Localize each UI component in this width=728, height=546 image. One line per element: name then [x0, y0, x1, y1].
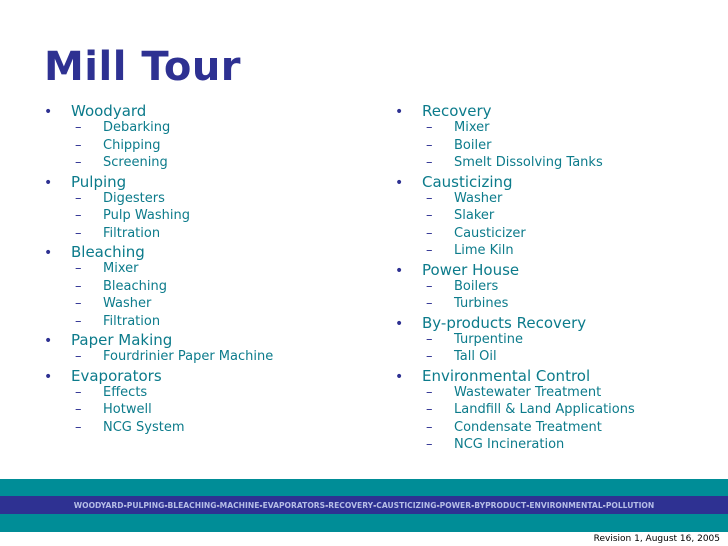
- revision-note: Revision 1, August 16, 2005: [593, 534, 720, 544]
- bullet-icon: •: [44, 245, 53, 261]
- topic-label: Environmental Control: [422, 366, 591, 385]
- topic-label: Causticizing: [422, 172, 513, 191]
- sub-item: [395, 191, 725, 209]
- bullet-icon: •: [44, 333, 53, 349]
- dash-icon: –: [426, 349, 433, 364]
- dash-icon: –: [75, 137, 82, 153]
- topic-item: [44, 331, 374, 349]
- dash-icon: –: [426, 402, 433, 417]
- sub-item-label: Tall Oil: [454, 349, 497, 364]
- dash-icon: –: [75, 155, 82, 170]
- nav-bar: [0, 496, 728, 514]
- sub-item-label: NCG System: [103, 419, 185, 435]
- sub-item: [395, 349, 725, 367]
- dash-icon: –: [75, 402, 82, 417]
- dash-icon: –: [426, 331, 433, 347]
- dash-icon: –: [75, 208, 82, 223]
- sub-item-label: Effects: [103, 384, 148, 400]
- sub-item: [44, 279, 374, 297]
- topic-label: Paper Making: [71, 331, 173, 349]
- sub-item: [44, 296, 374, 314]
- slide-title: Mill Tour: [44, 44, 242, 90]
- sub-item-label: Washer: [103, 296, 152, 311]
- topic-label: Recovery: [422, 102, 492, 120]
- sub-item: [395, 420, 725, 438]
- nav-link-machine[interactable]: MACHINE: [219, 500, 260, 510]
- nav-link-byproduct[interactable]: BYPRODUCT: [474, 500, 527, 510]
- bullet-icon: •: [395, 104, 404, 120]
- topic-item: [395, 102, 725, 120]
- sub-item: [44, 314, 374, 332]
- sub-item: [44, 402, 374, 420]
- topic-item: [395, 367, 725, 385]
- dash-icon: –: [426, 155, 433, 170]
- dash-icon: –: [75, 384, 82, 400]
- dash-icon: –: [426, 120, 433, 135]
- sub-item: [395, 385, 725, 403]
- bullet-icon: •: [395, 174, 404, 191]
- topic-item: [44, 243, 374, 261]
- dash-icon: –: [426, 190, 433, 206]
- sub-item-label: Boilers: [454, 278, 499, 294]
- dash-icon: –: [75, 349, 82, 364]
- dash-icon: –: [75, 278, 82, 294]
- bullet-icon: •: [44, 174, 53, 191]
- sub-item-label: NCG Incineration: [454, 437, 565, 452]
- sub-item: [395, 243, 725, 261]
- sub-item-label: Mixer: [103, 261, 139, 276]
- dash-icon: –: [426, 384, 433, 400]
- sub-item-label: Condensate Treatment: [454, 419, 602, 435]
- nav-separator: -: [373, 500, 377, 510]
- nav-separator: -: [471, 500, 475, 510]
- dash-icon: –: [426, 278, 433, 294]
- topic-item: [395, 261, 725, 279]
- sub-item-label: Wastewater Treatment: [454, 384, 602, 400]
- sub-item: [395, 296, 725, 314]
- sub-item: [44, 120, 374, 138]
- sub-item-label: Filtration: [103, 225, 161, 241]
- nav-link-evaporators[interactable]: EVAPORATORS: [262, 500, 326, 510]
- dash-icon: –: [426, 225, 433, 241]
- topic-label: Pulping: [71, 172, 127, 191]
- nav-link-environmental[interactable]: ENVIRONMENTAL: [529, 500, 603, 510]
- right-column: [395, 102, 725, 455]
- sub-item-label: Smelt Dissolving Tanks: [454, 155, 603, 170]
- sub-item: [44, 261, 374, 279]
- sub-item-label: Pulp Washing: [103, 208, 190, 223]
- nav-separator: -: [436, 500, 440, 510]
- dash-icon: –: [75, 120, 82, 135]
- nav-link-pulping[interactable]: PULPING: [126, 500, 165, 510]
- sub-item: [395, 226, 725, 244]
- sub-item-label: Chipping: [103, 137, 161, 153]
- bullet-icon: •: [395, 368, 404, 385]
- nav-separator: -: [325, 500, 329, 510]
- nav-separator: -: [216, 500, 220, 510]
- nav-link-bleaching[interactable]: BLEACHING: [167, 500, 217, 510]
- sub-item: [44, 191, 374, 209]
- sub-item: [395, 279, 725, 297]
- sub-item-label: Turbines: [454, 296, 509, 311]
- sub-item: [44, 349, 374, 367]
- sub-item: [44, 226, 374, 244]
- dash-icon: –: [75, 190, 82, 206]
- sub-item-label: Filtration: [103, 313, 161, 329]
- bullet-icon: •: [44, 104, 53, 120]
- dash-icon: –: [426, 137, 433, 153]
- nav-link-power[interactable]: POWER: [439, 500, 472, 510]
- sub-item-label: Slaker: [454, 208, 495, 223]
- sub-item: [395, 120, 725, 138]
- sub-item-label: Boiler: [454, 137, 492, 153]
- nav-separator: -: [259, 500, 263, 510]
- sub-item-label: Mixer: [454, 120, 490, 135]
- sub-item-label: Fourdrinier Paper Machine: [103, 349, 274, 364]
- sub-item-label: Turpentine: [454, 331, 523, 347]
- sub-item: [44, 155, 374, 173]
- dash-icon: –: [426, 208, 433, 223]
- sub-item: [395, 208, 725, 226]
- topic-label: Bleaching: [71, 243, 145, 261]
- sub-item-label: Causticizer: [454, 225, 526, 241]
- sub-item-label: Washer: [454, 190, 503, 206]
- sub-item-label: Debarking: [103, 120, 171, 135]
- topic-item: [44, 102, 374, 120]
- sub-item: [395, 437, 725, 455]
- nav-separator: -: [123, 500, 127, 510]
- sub-item: [44, 420, 374, 438]
- sub-item: [44, 138, 374, 156]
- topic-label: Woodyard: [71, 102, 147, 120]
- nav-link-pollution[interactable]: POLLUTION: [605, 500, 655, 510]
- topic-label: Evaporators: [71, 366, 162, 385]
- bullet-icon: •: [44, 368, 53, 385]
- sub-item-label: Hotwell: [103, 402, 152, 417]
- dash-icon: –: [426, 243, 433, 258]
- sub-item: [44, 208, 374, 226]
- nav-separator: -: [164, 500, 168, 510]
- sub-item-label: Landfill & Land Applications: [454, 402, 635, 417]
- dash-icon: –: [75, 225, 82, 241]
- bullet-icon: •: [395, 315, 404, 332]
- nav-link-causticizing[interactable]: CAUSTICIZING: [376, 500, 437, 510]
- left-column: [44, 102, 374, 437]
- sub-item: [44, 385, 374, 403]
- nav-separator: -: [526, 500, 530, 510]
- nav-link-recovery[interactable]: RECOVERY: [328, 500, 374, 510]
- dash-icon: –: [426, 437, 433, 452]
- sub-item-label: Digesters: [103, 190, 165, 206]
- topic-item: [44, 367, 374, 385]
- sub-item: [395, 332, 725, 350]
- sub-item: [395, 138, 725, 156]
- topic-item: [44, 173, 374, 191]
- nav-separator: -: [602, 500, 606, 510]
- sub-item: [395, 155, 725, 173]
- sub-item-label: Lime Kiln: [454, 243, 514, 258]
- topic-label: By-products Recovery: [422, 313, 587, 332]
- footer-band: [0, 479, 728, 532]
- bullet-icon: •: [395, 262, 404, 279]
- nav-link-woodyard[interactable]: WOODYARD: [73, 500, 124, 510]
- sub-item-label: Screening: [103, 155, 168, 170]
- topic-label: Power House: [422, 260, 520, 279]
- topic-item: [395, 314, 725, 332]
- dash-icon: –: [75, 313, 82, 329]
- sub-item: [395, 402, 725, 420]
- sub-item-label: Bleaching: [103, 278, 167, 294]
- dash-icon: –: [426, 296, 433, 311]
- dash-icon: –: [75, 419, 82, 435]
- dash-icon: –: [426, 419, 433, 435]
- topic-item: [395, 173, 725, 191]
- dash-icon: –: [75, 261, 82, 276]
- dash-icon: –: [75, 296, 82, 311]
